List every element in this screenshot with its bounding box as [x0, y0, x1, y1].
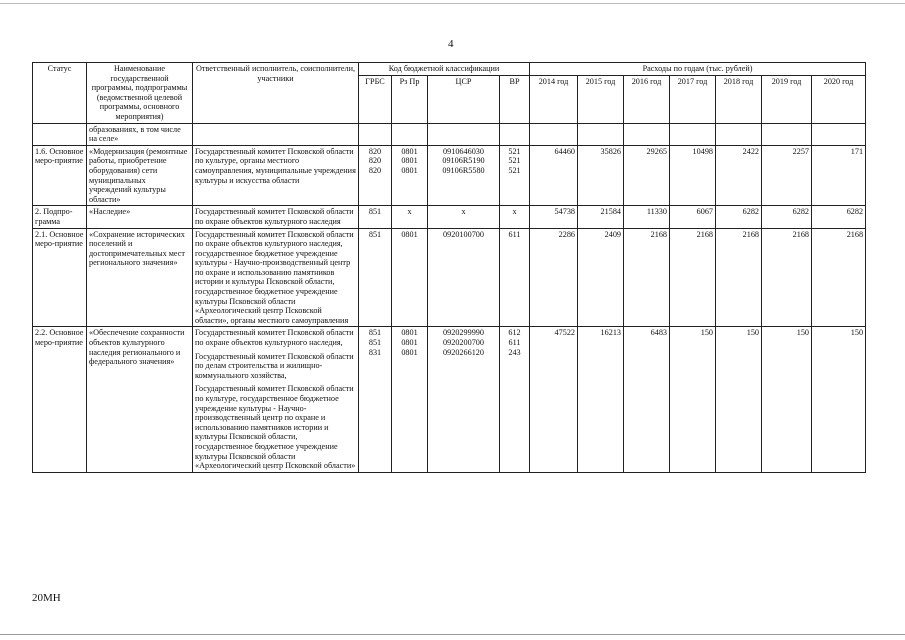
header-budget-code: Код бюджетной классификации [359, 63, 530, 76]
row-amount-2015: 21584 [578, 206, 624, 228]
row-status: 1.6. Основное меро-приятие [33, 145, 87, 206]
header-year-2015: 2015 год [578, 75, 624, 123]
row-name: «Сохранение исторических поселений и достопримечательных мест регионального значения» [87, 228, 193, 327]
row-vr: 611 [500, 228, 530, 327]
row-amount-2018: 150 [716, 327, 762, 472]
header-year-2019: 2019 год [762, 75, 812, 123]
header-year-2018: 2018 год [716, 75, 762, 123]
row-csr: 0910646030 09106R5190 09106R5580 [428, 145, 500, 206]
row-csr: 0920299990 0920200700 0920266120 [428, 327, 500, 472]
row-executor: Государственный комитет Псковской области по охране объектов культурного наследия, государственное бюджетное учреждение культуры - Научно-производственный центр по охране и использованию памятников истории и культуры Псковской области, государственное бюджетное учреждение культуры Псковской области «Археологический центр Псковской области», органы местного самоуправления [193, 228, 359, 327]
row-amount-2020: 150 [812, 327, 866, 472]
header-csr: ЦСР [428, 75, 500, 123]
row-amount-2015: 2409 [578, 228, 624, 327]
row-amount-2014: 47522 [530, 327, 578, 472]
page-number: 4 [448, 38, 454, 50]
scan-top-line [0, 3, 905, 4]
row-amount-2016: 6483 [624, 327, 670, 472]
row-status: 2.1. Основное меро-приятие [33, 228, 87, 327]
header-year-2020: 2020 год [812, 75, 866, 123]
table-row [33, 228, 866, 327]
header-expenses: Расходы по годам (тыс. рублей) [530, 63, 866, 76]
row-amount-2014: 2286 [530, 228, 578, 327]
table-row [33, 145, 866, 206]
row-vr: 521 521 521 [500, 145, 530, 206]
row-executor: Государственный комитет Псковской области по охране объектов культурного наследия [193, 206, 359, 228]
row-name: «Модернизация (ремонтные работы, приобретение оборудования) сети муниципальных учреждений культуры области» [87, 145, 193, 206]
row-amount-2018: 2168 [716, 228, 762, 327]
row-amount-2015: 16213 [578, 327, 624, 472]
row-executor: Государственный комитет Псковской области по охране объектов культурного наследия, Государственный комитет Псковской области по делам строительства и жилищно-коммунального хозяйства, Государственный комитет Псковской области по культуре, государственное бюджетное учреждение культуры - Научно-производственный центр по охране и использованию памятников истории и культуры Псковской области, государственное бюджетное учреждение культуры Псковской области «Археологический центр Псковской области» [193, 327, 359, 472]
row-executor: Государственный комитет Псковской области по культуре, органы местного самоуправления, муниципальные учреждения культуры и искусства области [193, 145, 359, 206]
row-amount-2017: 2168 [670, 228, 716, 327]
carry-over-text: образованиях, в том числе на селе» [87, 123, 193, 145]
row-amount-2018: 6282 [716, 206, 762, 228]
budget-table [32, 62, 866, 473]
row-rzpr: 0801 0801 0801 [392, 145, 428, 206]
row-amount-2015: 35826 [578, 145, 624, 206]
header-status: Статус [33, 63, 87, 124]
row-csr: 0920100700 [428, 228, 500, 327]
scan-bottom-line [0, 634, 905, 635]
row-name: «Наследие» [87, 206, 193, 228]
header-vr: ВР [500, 75, 530, 123]
header-year-2016: 2016 год [624, 75, 670, 123]
row-amount-2019: 2257 [762, 145, 812, 206]
header-executor: Ответственный исполнитель, соисполнители, участники [193, 63, 359, 124]
header-rzpr: Рз Пр [392, 75, 428, 123]
table-row [33, 206, 866, 228]
row-grbs: 851 [359, 206, 392, 228]
row-amount-2018: 2422 [716, 145, 762, 206]
header-year-2014: 2014 год [530, 75, 578, 123]
row-grbs: 851 [359, 228, 392, 327]
row-amount-2016: 29265 [624, 145, 670, 206]
row-amount-2017: 6067 [670, 206, 716, 228]
row-amount-2020: 2168 [812, 228, 866, 327]
row-vr: 612 611 243 [500, 327, 530, 472]
row-grbs: 851 851 831 [359, 327, 392, 472]
row-grbs: 820 820 820 [359, 145, 392, 206]
header-year-2017: 2017 год [670, 75, 716, 123]
row-rzpr: 0801 [392, 228, 428, 327]
row-name: «Обеспечение сохранности объектов культурного наследия регионального и федерального значения» [87, 327, 193, 472]
row-amount-2016: 11330 [624, 206, 670, 228]
header-grbs: ГРБС [359, 75, 392, 123]
row-amount-2017: 150 [670, 327, 716, 472]
row-amount-2019: 150 [762, 327, 812, 472]
row-amount-2017: 10498 [670, 145, 716, 206]
row-status: 2.2. Основное меро-приятие [33, 327, 87, 472]
row-amount-2014: 64460 [530, 145, 578, 206]
row-amount-2014: 54738 [530, 206, 578, 228]
row-amount-2020: 171 [812, 145, 866, 206]
header-name: Наименование государственной программы, подпрограммы (ведомственной целевой программы, основного мероприятия) [87, 63, 193, 124]
row-rzpr: x [392, 206, 428, 228]
row-vr: x [500, 206, 530, 228]
row-csr: x [428, 206, 500, 228]
table-row-carry-over [33, 123, 866, 145]
table-row [33, 327, 866, 472]
row-rzpr: 0801 0801 0801 [392, 327, 428, 472]
row-status: 2. Подпро-грамма [33, 206, 87, 228]
row-amount-2016: 2168 [624, 228, 670, 327]
row-amount-2019: 2168 [762, 228, 812, 327]
footer-code: 20МН [32, 592, 61, 604]
row-amount-2019: 6282 [762, 206, 812, 228]
row-amount-2020: 6282 [812, 206, 866, 228]
